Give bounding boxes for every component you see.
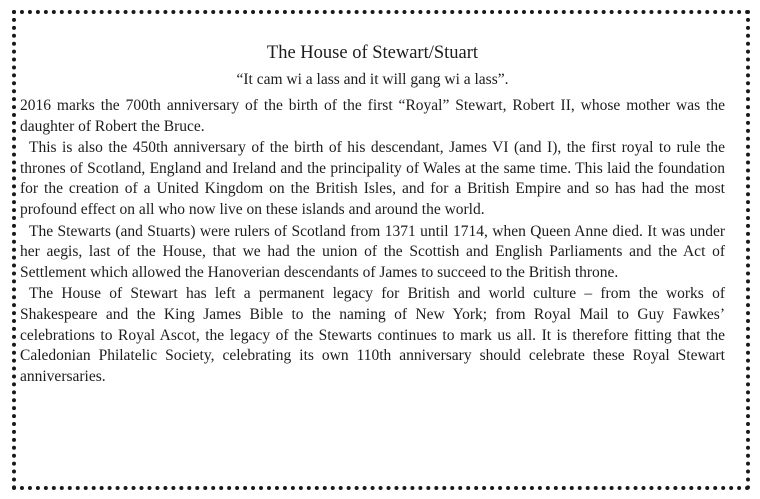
paragraph-anniversary-james: This is also the 450th anniversary of the birth of his descendant, James VI (and I), the first royal to rule the thrones of Scotland, England and Ireland and the principality of Wales at the same time. This laid the foundation for the creation of a United Kingdom on the British Isles, and for a British Empire and so has had the most profound effect on all who now live on these islands and around the world. bbox=[20, 139, 725, 218]
document-body bbox=[20, 32, 725, 388]
paragraph-anniversary-robert: 2016 marks the 700th anniversary of the birth of the first “Royal” Stewart, Robert II, whose mother was the daughter of Robert the Bruce. bbox=[20, 97, 725, 135]
document-title: The House of Stewart/Stuart bbox=[266, 43, 479, 63]
paragraph-rulers: The Stewarts (and Stuarts) were rulers of Scotland from 1371 until 1714, when Queen Anne died. It was under her aegis, last of the House, that we had the union of the Scottish and English Parliaments and the Act of Settlement which allowed the Hanoverian descendants of James to succeed to the British throne. bbox=[20, 222, 725, 281]
document-motto: “It cam wi a lass and it will gang wi a lass”. bbox=[236, 71, 509, 88]
paragraph-legacy: The House of Stewart has left a permanent legacy for British and world culture – from the works of Shakespeare and the King James Bible to the naming of New York; from Royal Mail to Guy Fawkes’ celebrations to Royal Ascot, the legacy of the Stewarts continues to mark us all. It is therefore fitting that the Caledonian Philatelic Society, celebrating its own 110th anniversary should celebrate these Royal Stewart anniversaries. bbox=[20, 285, 725, 385]
